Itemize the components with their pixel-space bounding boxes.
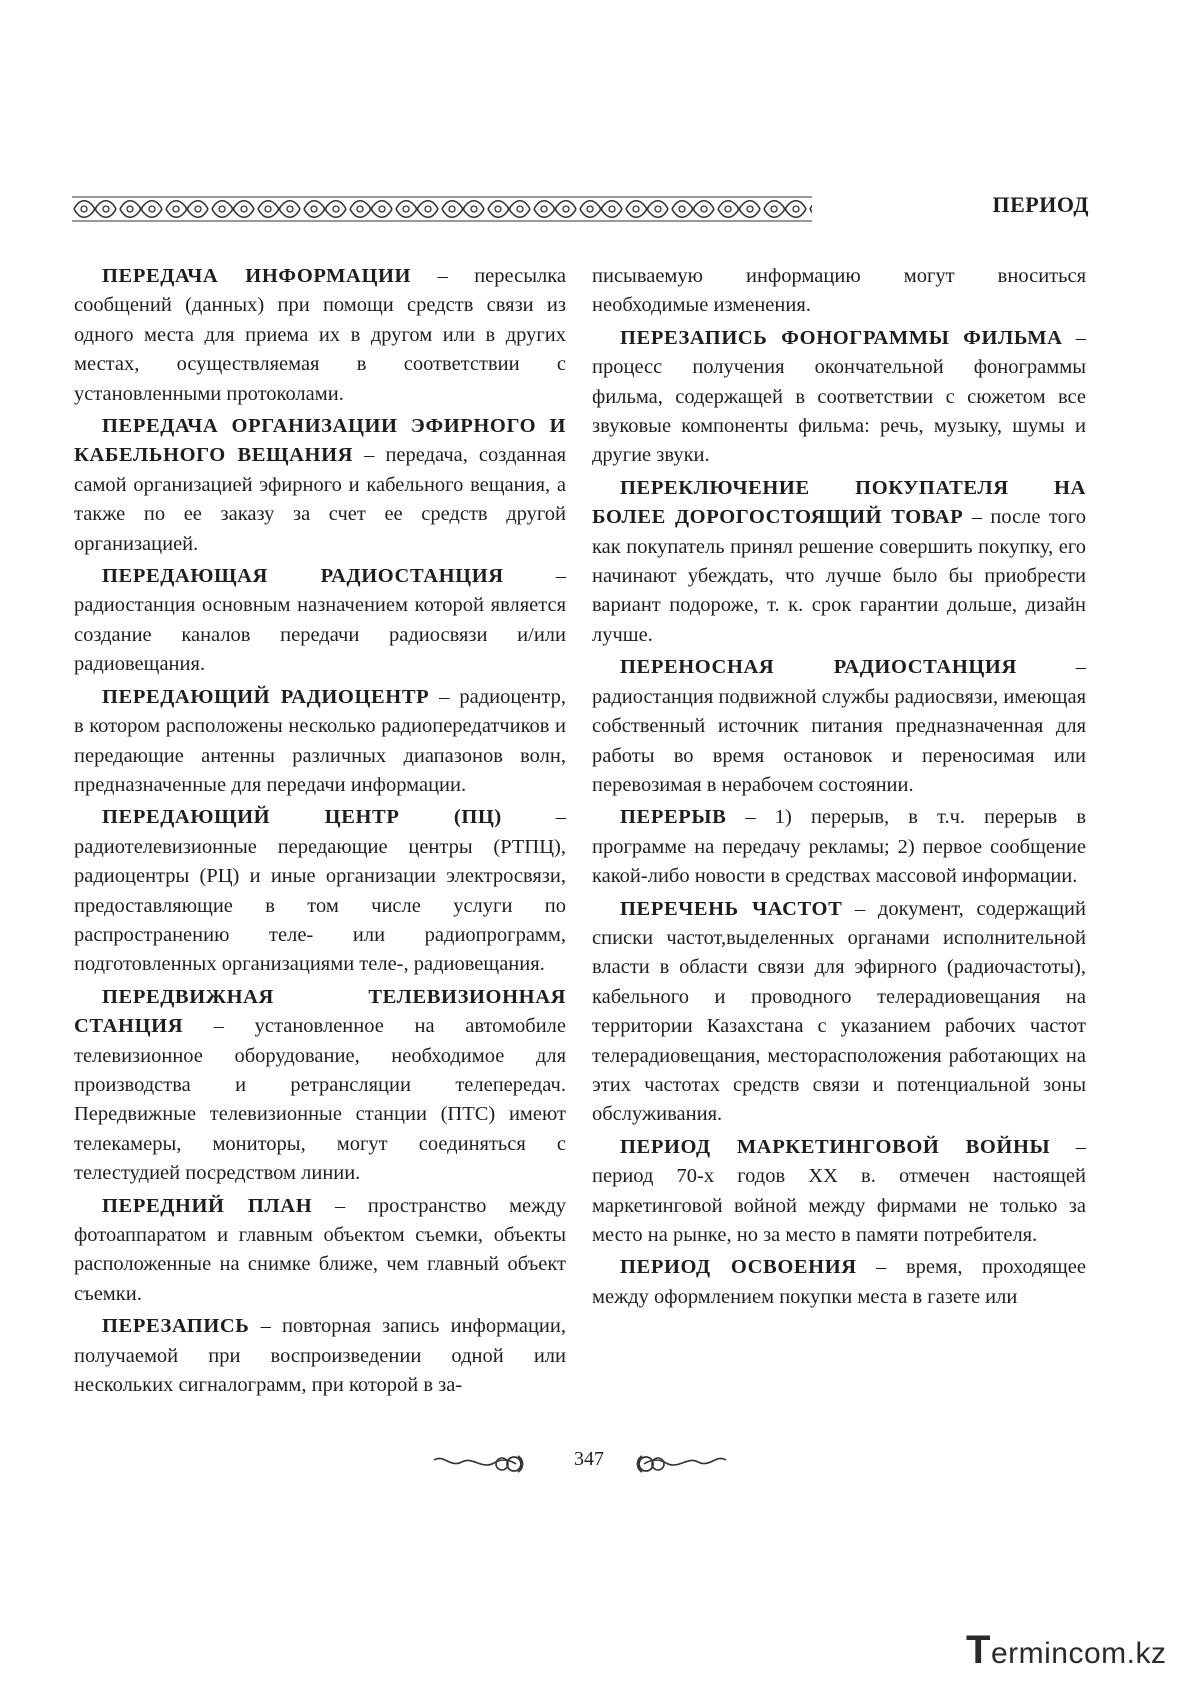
entry-definition: – повторная запись информации, получаемой при воспроизведении одной или нескольких сигналограмм, при которой в за- (74, 1315, 566, 1397)
entry-definition: – документ, содержащий списки частот,выделенных органами исполнительной власти в области связи для эфирного (радиочастоты), кабельного и проводного телерадиовещания на территории Казахстана с указанием рабочих частот телерадиовещания, месторасположения работающих на этих частотах средств связи и потенциальной зоны обслуживания. (592, 897, 1086, 1126)
entry-definition: – радиостанция основным назначением которой является создание каналов передачи радиосвязи и/или радиовещания. (74, 565, 567, 676)
entry-definition: – радиотелевизионные передающие центры (РТПЦ), радиоцентры (РЦ) и иные организации электросвязи, предоставляющие в том числе услуги по распространению теле- или радиопрограмм, подготовленных организациями теле-, радиовещания. (74, 806, 566, 976)
entry-term: ПЕРИОД МАРКЕТИНГОВОЙ ВОЙНЫ (620, 1135, 1051, 1158)
entry-term: ПЕРЕЧЕНЬ ЧАСТОТ (620, 897, 843, 920)
entry-term: ПЕРЕДАЮЩАЯ РАДИОСТАНЦИЯ (102, 565, 504, 588)
dictionary-entry (74, 262, 566, 409)
header-ornament-band (72, 196, 812, 222)
footer-ornament-right-icon (632, 1452, 728, 1474)
left-column (74, 262, 566, 1403)
entry-term: ПЕРЕЗАПИСЬ (102, 1315, 250, 1338)
dictionary-entry (74, 1312, 566, 1400)
entry-definition: – пространство между фотоаппаратом и главным объектом съемки, объекты расположенные на снимке ближе, чем главный объект съемки. (74, 1194, 567, 1305)
entry-term: ПЕРЕНОСНАЯ РАДИОСТАНЦИЯ (620, 656, 1017, 679)
entry-term: ПЕРЕКЛЮЧЕНИЕ ПОКУПАТЕЛЯ НА БОЛЕЕ ДОРОГОСТОЯЩИЙ ТОВАР (592, 476, 1086, 529)
dictionary-entry (592, 895, 1086, 1130)
entry-definition: – пересылка сообщений (данных) при помощи средств связи из одного места для приема их в другом или в других местах, осуществляемая в соответствии с установленными протоколами. (74, 265, 566, 405)
dictionary-entry (74, 803, 566, 979)
dictionary-entry (592, 803, 1086, 891)
page-number: 347 (574, 1448, 604, 1470)
dictionary-entry (74, 983, 566, 1189)
entry-definition: – передача, созданная самой организацией эфирного и кабельного вещания, а также по ее заказу за счет ее средств другой организацией. (74, 444, 567, 555)
entry-term: ПЕРЕДАЮЩИЙ ЦЕНТР (ПЦ) (102, 806, 502, 829)
dictionary-entry (592, 324, 1086, 471)
entry-definition: – установленное на автомобиле телевизионное оборудование, необходимое для производства и ретрансляции телепередач. Передвижные телевизионные станции (ПТС) имеют телекамеры, мониторы, могут соединяться с телестудией посредством линии. (74, 1015, 566, 1185)
entry-definition: – время, проходящее между оформлением покупки места в газете или (592, 1256, 1086, 1308)
dictionary-entry (592, 653, 1086, 800)
entry-term: ПЕРЕДНИЙ ПЛАН (102, 1194, 313, 1217)
footer-ornament-left-icon (432, 1452, 528, 1474)
dictionary-entry (74, 1192, 566, 1310)
termincom-watermark-logo: Termincom.kz (966, 1628, 1167, 1672)
dictionary-entry (592, 1133, 1086, 1251)
dictionary-entry (592, 1253, 1086, 1312)
entry-definition: – 1) перерыв, в т.ч. перерыв в программе на передачу рекламы; 2) первое сообщение какой-либо новости в средствах массовой информации. (592, 806, 1086, 888)
dictionary-entry (74, 412, 566, 559)
entry-definition: – период 70-х годов XX в. отмечен настоящей маркетинговой войной между фирмами не только за место на рынке, но за место в памяти потребителя. (592, 1135, 1086, 1246)
right-column (592, 262, 1086, 1315)
entry-term: ПЕРЕЗАПИСЬ ФОНОГРАММЫ ФИЛЬМА (620, 326, 1063, 349)
right-column-entries (592, 324, 1086, 1312)
entry-definition: – радиоцентр, в котором расположены несколько радиопередатчиков и передающие антенны различных диапазонов волн, предназначенные для передачи информации. (74, 685, 566, 796)
entry-term: ПЕРЕРЫВ (620, 806, 727, 829)
dictionary-entry (592, 474, 1086, 650)
running-head: ПЕРИОД (992, 192, 1089, 217)
dictionary-entry (74, 562, 566, 680)
continuation-text: писываемую информацию могут вноситься необходимые изменения. (592, 265, 1086, 317)
entry-term: ПЕРИОД ОСВОЕНИЯ (620, 1256, 857, 1279)
entry-term: ПЕРЕДВИЖНАЯ ТЕЛЕВИЗИОННАЯ СТАНЦИЯ (74, 985, 566, 1038)
entry-definition: – радиостанция подвижной службы радиосвязи, имеющая собственный источник питания предназначенная для работы во время остановок и переносимая или перевозимая в нерабочем состоянии. (592, 656, 1086, 796)
entry-definition: – процесс получения окончательной фонограммы фильма, содержащей в соответствии с сюжетом все звуковые компоненты фильма: речь, музыку, шумы и другие звуки. (592, 326, 1087, 467)
entry-term: ПЕРЕДАЧА ИНФОРМАЦИИ (102, 265, 412, 287)
entry-term: ПЕРЕДАЮЩИЙ РАДИОЦЕНТР (102, 685, 430, 708)
entry-term: ПЕРЕДАЧА ОРГАНИЗАЦИИ ЭФИРНОГО И КАБЕЛЬНОГО ВЕЩАНИЯ (74, 415, 566, 467)
dictionary-entry (74, 683, 566, 801)
entry-definition: – после того как покупатель принял решение совершить покупку, его начинают убеждать, что лучше было бы приобрести вариант подороже, т. к. срок гарантии дольше, дизайн лучше. (592, 506, 1087, 646)
